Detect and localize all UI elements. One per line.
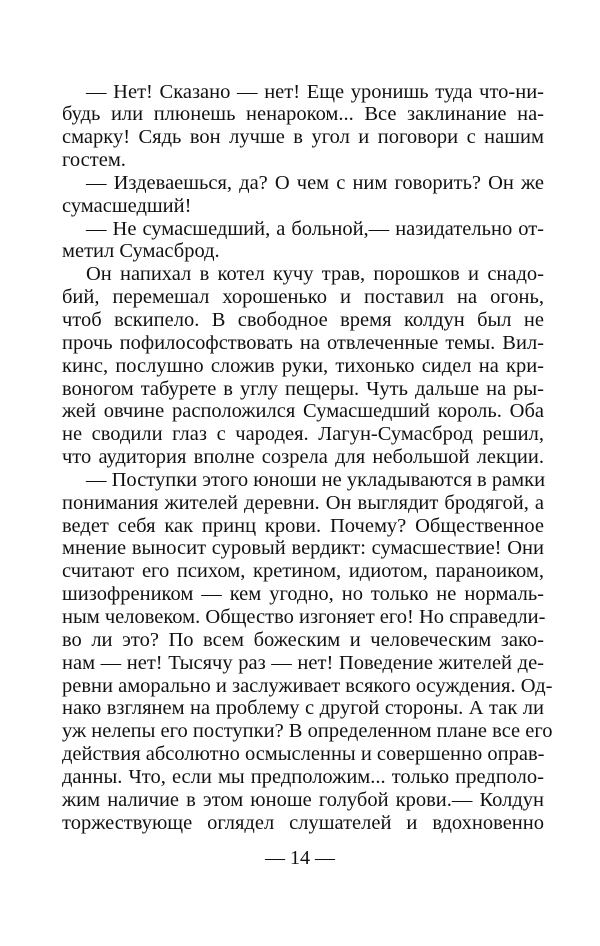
text-line: Он напихал в котел кучу трав, порошков и снадо- <box>86 263 544 286</box>
text-line: жей овчине расположился Сумасшедший король. Оба <box>62 400 544 423</box>
text-line: торжествующе оглядел слушателей и вдохновенно <box>62 811 544 834</box>
text-line: что аудитория вполне созрела для небольшой лекции. <box>62 446 544 469</box>
text-line: во ли это? По всем божеским и человеческим зако- <box>62 628 544 651</box>
text-line: — Поступки этого юноши не укладываются в рамки <box>86 468 546 491</box>
text-line: кинс, послушно сложив руки, тихонько сидел на кри- <box>62 354 544 377</box>
text-line: ным человеком. Общество изгоняет его! Но справедли- <box>62 605 546 628</box>
text-line: данны. Что, если мы предположим... только предполо- <box>62 765 544 788</box>
page-body-text <box>62 80 553 835</box>
text-line: нако взглянем на проблему с другой стороны. А так ли <box>62 697 544 720</box>
page-number: — 14 — <box>265 847 335 869</box>
text-line: бий, перемешал хорошенько и поставил на огонь, <box>62 286 544 309</box>
text-line: смарку! Сядь вон лучше в угол и поговори с нашим <box>62 126 544 149</box>
text-line: ревни аморально и заслуживает всякого осуждения. Од- <box>62 674 553 697</box>
text-line: чтоб вскипело. В свободное время колдун был не <box>62 309 544 332</box>
text-line: — Не сумасшедший, а больной,— назидательно от- <box>86 217 544 240</box>
text-line: мнение выносит суровый вердикт: сумасшествие! Они <box>62 537 544 560</box>
text-line: действия абсолютно осмысленны и совершенно оправ- <box>62 743 545 766</box>
text-line: жим наличие в этом юноше голубой крови.— Колдун <box>62 788 544 811</box>
text-line: прочь пофилософствовать на отвлеченные темы. Вил- <box>62 331 544 354</box>
text-line: — Нет! Сказано — нет! Еще уронишь туда что-ни- <box>86 80 544 103</box>
text-line: метил Сумасброд. <box>62 240 220 263</box>
text-line: нам — нет! Тысячу раз — нет! Поведение жителей де- <box>62 651 544 674</box>
text-line: воногом табурете в углу пещеры. Чуть дальше на ры- <box>62 377 544 400</box>
text-line: будь или плюнешь ненароком... Все заклинание на- <box>62 103 544 126</box>
text-line: ведет себя как принц крови. Почему? Общественное <box>62 514 544 537</box>
text-line: — Издеваешься, да? О чем с ним говорить? Он же <box>86 171 544 194</box>
text-line: не сводили глаз с чародея. Лагун-Сумасброд решил, <box>62 423 544 446</box>
text-line: гостем. <box>62 149 126 172</box>
text-line: понимания жителей деревни. Он выглядит бродягой, а <box>62 491 544 514</box>
text-line: шизофреником — кем угодно, но только не нормаль- <box>62 583 544 606</box>
text-line: считают его психом, кретином, идиотом, параноиком, <box>62 560 544 583</box>
text-line: уж нелепы его поступки? В определенном плане все его <box>62 720 553 743</box>
text-line: сумасшедший! <box>62 194 192 217</box>
